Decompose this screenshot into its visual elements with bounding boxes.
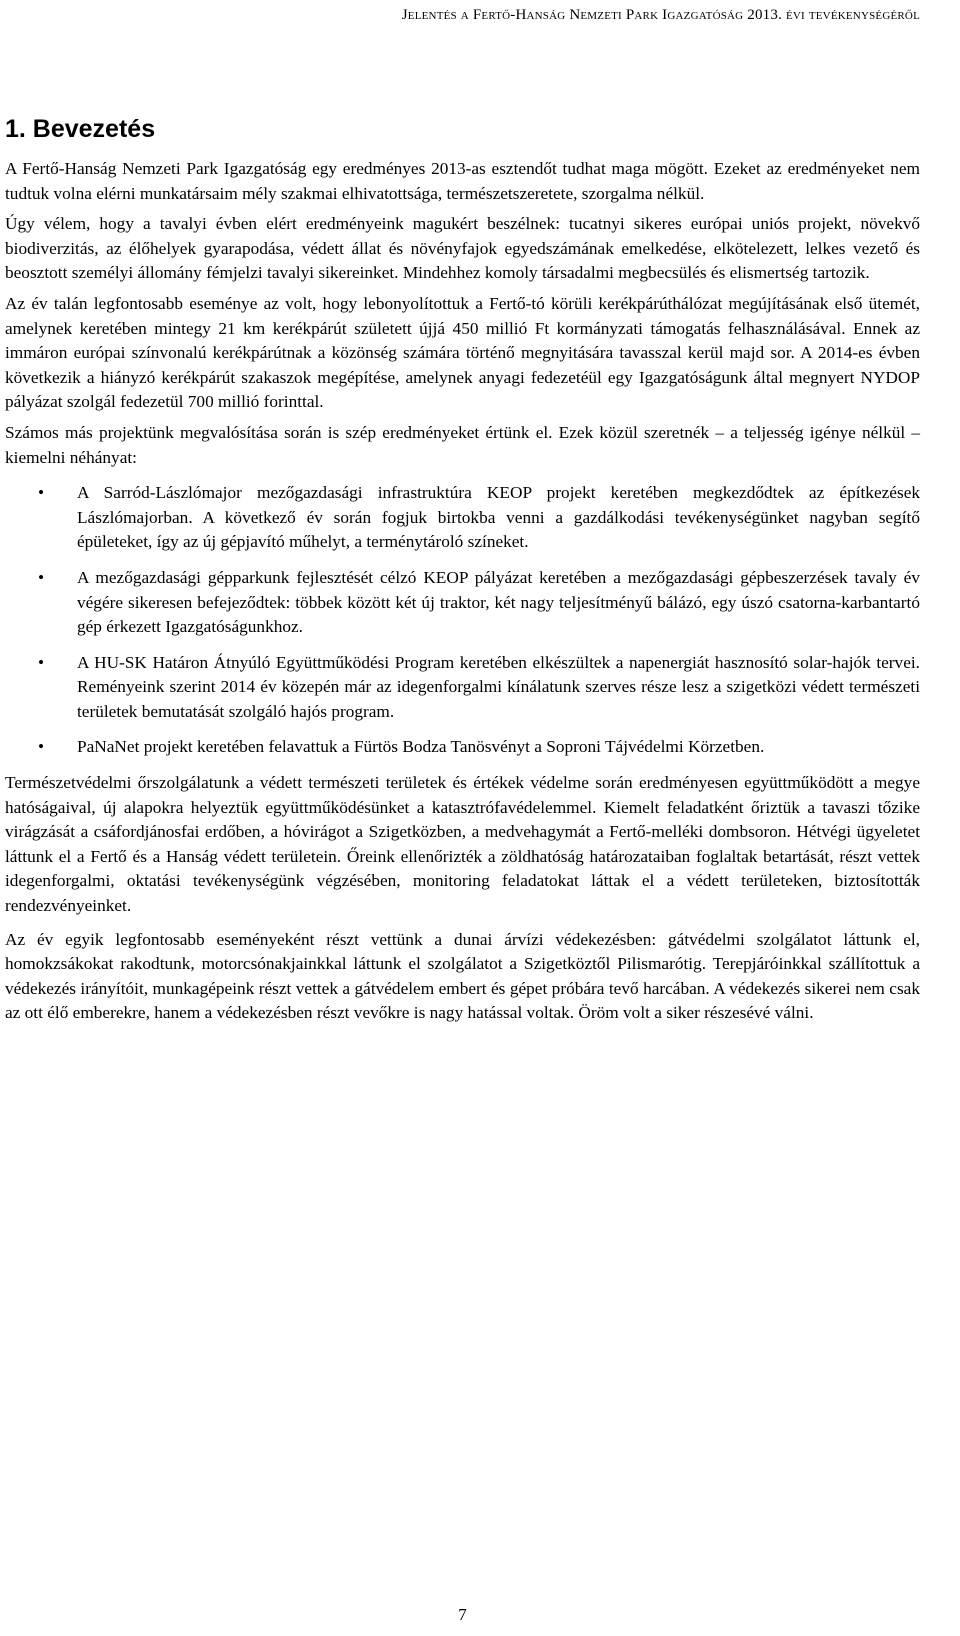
list-item-text: A HU-SK Határon Átnyúló Együttműködési Program keretében elkészültek a napenergiát hasznosító solar-hajók tervei. Reményeink szerint 2014 év közepén már az idegenforgalmi kínálatunk szerves része lesz a szigetközi védett természeti területek bemutatását szolgáló hajós program. [77,652,920,721]
project-list [5,481,920,760]
bullet-marker: • [38,737,45,757]
list-item-text: A mezőgazdasági gépparkunk fejlesztését célzó KEOP pályázat keretében a mezőgazdasági gépbeszerzések tavaly év végére sikeresen befejeződtek: többek között két új traktor, két nagy teljesítményű bálázó, egy úszó csatorna-karbantartó gép érkezett Igazgatóságunkhoz. [77,567,920,637]
page-number: 7 [458,1605,467,1624]
paragraph-projects: Számos más projektünk megvalósítása során is szép eredményeket értünk el. Ezek közül szeretnék – a teljesség igénye nélkül – kiemelni néhányat: [5,422,920,467]
list-item [5,566,920,640]
list-item-text: A Sarród-Lászlómajor mezőgazdasági infrastruktúra KEOP projekt keretében megkezdődtek az építkezések Lászlómajorban. A következő év során fogjuk birtokba venni a gazdálkodási tevékenységünket nagyban segítő épületeket, így az új gépjavító műhelyt, a terménytároló színeket. [77,483,920,552]
paragraph-flood-defense: Az év egyik legfontosabb eseményeként részt vettünk a dunai árvízi védekezésben: gátvédelmi szolgálatot láttunk el, homokzsákokat rakodtunk, motorcsónakjainkkal láttunk el szolgálatot a Szigetköztől Pilismarótig. Terepjáróinkkal szállítottuk a védekezés irányítóit, munkagépeink részt vettek a gátvédelem embert és gépet próbára tevő harcában. A védekezés sikerei nem csak az ott élő emberekre, hanem a védekezésben részt vevőkre is nagy hatással voltak. Öröm volt a siker részesévé válni. [5,929,920,1023]
body-text [5,157,920,1026]
list-item [5,651,920,725]
list-item-text: PaNaNet projekt keretében felavattuk a Fürtös Bodza Tanösvényt a Soproni Tájvédelmi Körzetben. [77,737,765,757]
bullet-marker: • [38,567,45,587]
paragraph-results: Úgy vélem, hogy a tavalyi évben elért eredményeink magukért beszélnek: tucatnyi sikeres európai uniós projekt, növekvő biodiverzitás, az élőhelyek gyarapodása, védett állat és növényfajok egyedszámának emelkedése, elkötelezett, lelkes vezető és beosztott személyi állomány fémjelzi tavalyi sikereinket. Mindehhez komoly társadalmi megbecsülés és elismertség tartozik. [5,214,920,283]
list-item [5,735,920,760]
running-header: Jelentés a Fertő-Hanság Nemzeti Park Igazgatóság 2013. évi tevékenységéről [401,7,920,23]
paragraph-intro: A Fertő-Hanság Nemzeti Park Igazgatóság egy eredményes 2013-as esztendőt tudhat maga mögött. Ezeket az eredményeket nem tudtuk volna elérni munkatársaim mély szakmai elhivatottsága, természetszeretete, szorgalma nélkül. [5,159,920,203]
paragraph-ranger-service: Természetvédelmi őrszolgálatunk a védett természeti területek és értékek védelme során eredményesen együttműködött a megye hatóságaival, új alapokra helyeztük együttműködésünket a katasztrófavédelemmel. Kiemelt feladatként őriztük a tavaszi tőzike virágzását a csáfordjánosfai erdőben, a hóvirágot a Szigetközben, a medvehagymát a Fertő-melléki dombsoron. Hétvégi ügyeletet láttunk el a Fertő és a Hanság védett területein. Őreink ellenőrizték a zöldhatóság határozataiban foglaltak betartását, részt vettek idegenforgalmi, oktatási tevékenységünk végzésében, monitoring feladatokat láttak el a védett területeken, biztosították rendezvényeinket. [5,773,920,916]
bullet-marker: • [38,483,45,503]
bullet-marker: • [38,652,45,672]
list-item [5,481,920,555]
paragraph-bike-path: Az év talán legfontosabb eseménye az volt, hogy lebonyolítottuk a Fertő-tó körüli kerékpárúthálózat megújításának első ütemét, amelynek keretében mintegy 21 km kerékpárút született újjá 450 millió Ft kormányzati támogatás felhasználásával. Ennek az immáron európai színvonalú kerékpárútnak a közönség számára történő megnyitására tavasszal kerül majd sor. A 2014-es évben következik a hiányzó kerékpárút szakaszok megépítése, amelynek anyagi fedezetéül egy Igazgatóságunk által megnyert NYDOP pályázat szolgál fedezetül 700 millió forinttal. [5,293,920,412]
section-heading: 1. Bevezetés [5,115,156,143]
